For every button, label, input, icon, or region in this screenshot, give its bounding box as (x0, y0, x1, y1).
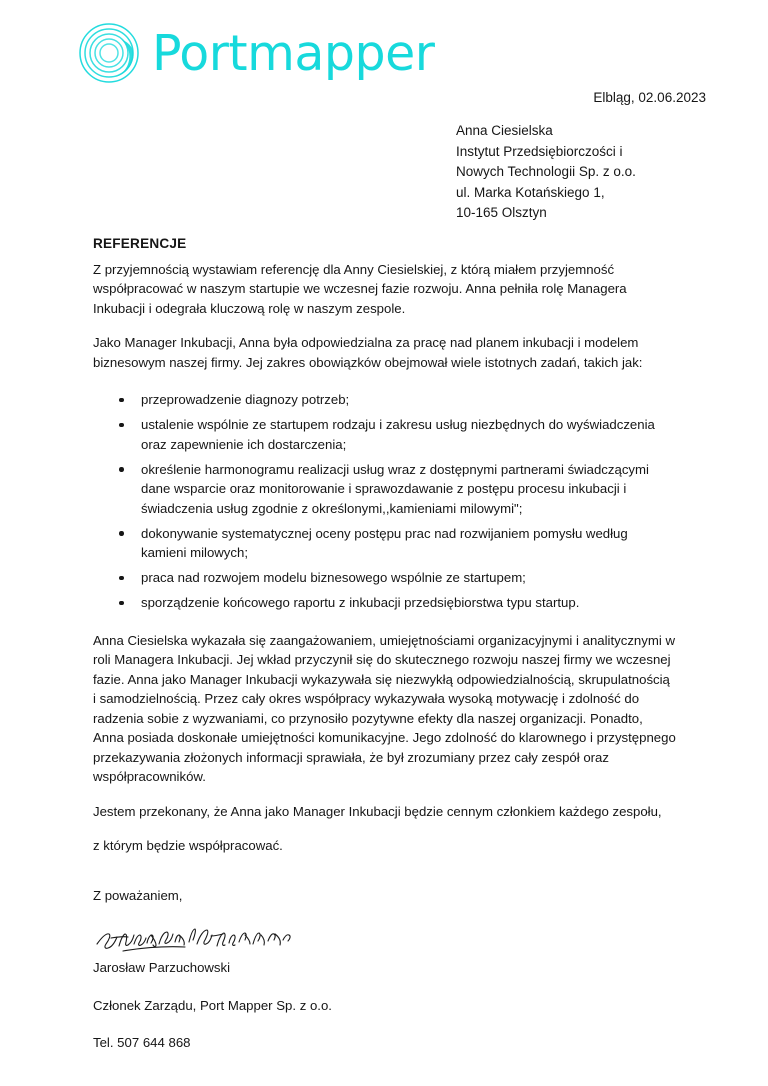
list-item: ustalenie wspólnie ze startupem rodzaju i zakresu usług niezbędnych do wyświadczenia oraz zapewnienie ich dostarczenia; (119, 415, 676, 454)
paragraph-role: Jako Manager Inkubacji, Anna była odpowiedzialna za pracę nad planem inkubacji i modelem biznesowym naszej firmy. Jej zakres obowiązków obejmował wiele istotnych zadań, takich jak: (93, 335, 643, 370)
paragraph-evaluation: Anna Ciesielska wykazała się zaangażowaniem, umiejętnościami organizacyjnymi i analitycznymi w roli Managera Inkubacji. Jej wkład przyczynił się do skutecznego rozwoju naszej firmy we wczesnej fazie. Anna jako Manager Inkubacji wykazywała się niezwykłą odpowiedzialnością, skrupulatnością i samodzielnością. Przez cały okres współpracy wykazywała wysoką motywację i zdolność do radzenia sobie z wyzwaniami, co przynosiło pozytywne efekty dla naszej organizacji. Ponadto, Anna posiada doskonałe umiejętności komunikacyjne. Jego zdolność do klarownego i przystępnego przekazywania złożonych informacji sprawiała, że był zrozumiany przez cały zespół oraz współpracowników. (93, 632, 676, 784)
addressee-line-3: Nowych Technologii Sp. z o.o. (456, 164, 636, 179)
signatory-name: Jarosław Parzuchowski (93, 960, 231, 975)
handwritten-signature-icon (93, 922, 676, 956)
brand-name: Portmapper (152, 24, 435, 82)
addressee-line-5: 10-165 Olsztyn (456, 205, 547, 220)
paragraph-recommendation: Jestem przekonany, że Anna jako Manager Inkubacji będzie cennym członkiem każdego zespołu, (93, 803, 662, 819)
letter-body (93, 234, 676, 1053)
signatory-role: Członek Zarządu, Port Mapper Sp. z o.o. (93, 997, 332, 1013)
page-title: REFERENCJE (93, 236, 187, 251)
duties-list (93, 390, 676, 613)
signature-block (93, 886, 676, 1053)
paragraph-closing-line: z którym będzie współpracować. (93, 838, 283, 853)
portmapper-spiral-logo-icon (78, 22, 144, 84)
list-item: przeprowadzenie diagnozy potrzeb; (119, 390, 676, 410)
addressee-line-2: Instytut Przedsiębiorczości i (456, 143, 623, 159)
list-item: dokonywanie systematycznej oceny postępu prac nad rozwijaniem pomysłu według kamieni milowych; (119, 524, 676, 563)
list-item: sporządzenie końcowego raportu z inkubacji przedsiębiorstwa typu startup. (119, 593, 676, 613)
place-and-date: Elbląg, 02.06.2023 (593, 90, 706, 105)
brand-logo (78, 22, 434, 84)
addressee-line-4: ul. Marka Kotańskiego 1, (456, 184, 605, 200)
closing-salutation: Z poważaniem, (93, 887, 183, 903)
signatory-phone: Tel. 507 644 868 (93, 1035, 191, 1050)
paragraph-intro: Z przyjemnością wystawiam referencję dla Anny Ciesielskiej, z którą miałem przyjemność współpracować w naszym startupie we wczesnej fazie rozwoju. Anna pełniła rolę Managera Inkubacji i odegrała kluczową rolę w naszym zespole. (93, 261, 627, 316)
addressee-line-1: Anna Ciesielska (456, 123, 553, 138)
list-item: praca nad rozwojem modelu biznesowego wspólnie ze startupem; (119, 568, 676, 588)
addressee-block (456, 121, 636, 224)
list-item: określenie harmonogramu realizacji usług wraz z dostępnymi partnerami świadczącymi dane wsparcie oraz monitorowanie i sprawozdawanie z postępu procesu inkubacji i świadczenia usług zgodnie z określonymi,,kamieniami milowymi"; (119, 460, 676, 519)
